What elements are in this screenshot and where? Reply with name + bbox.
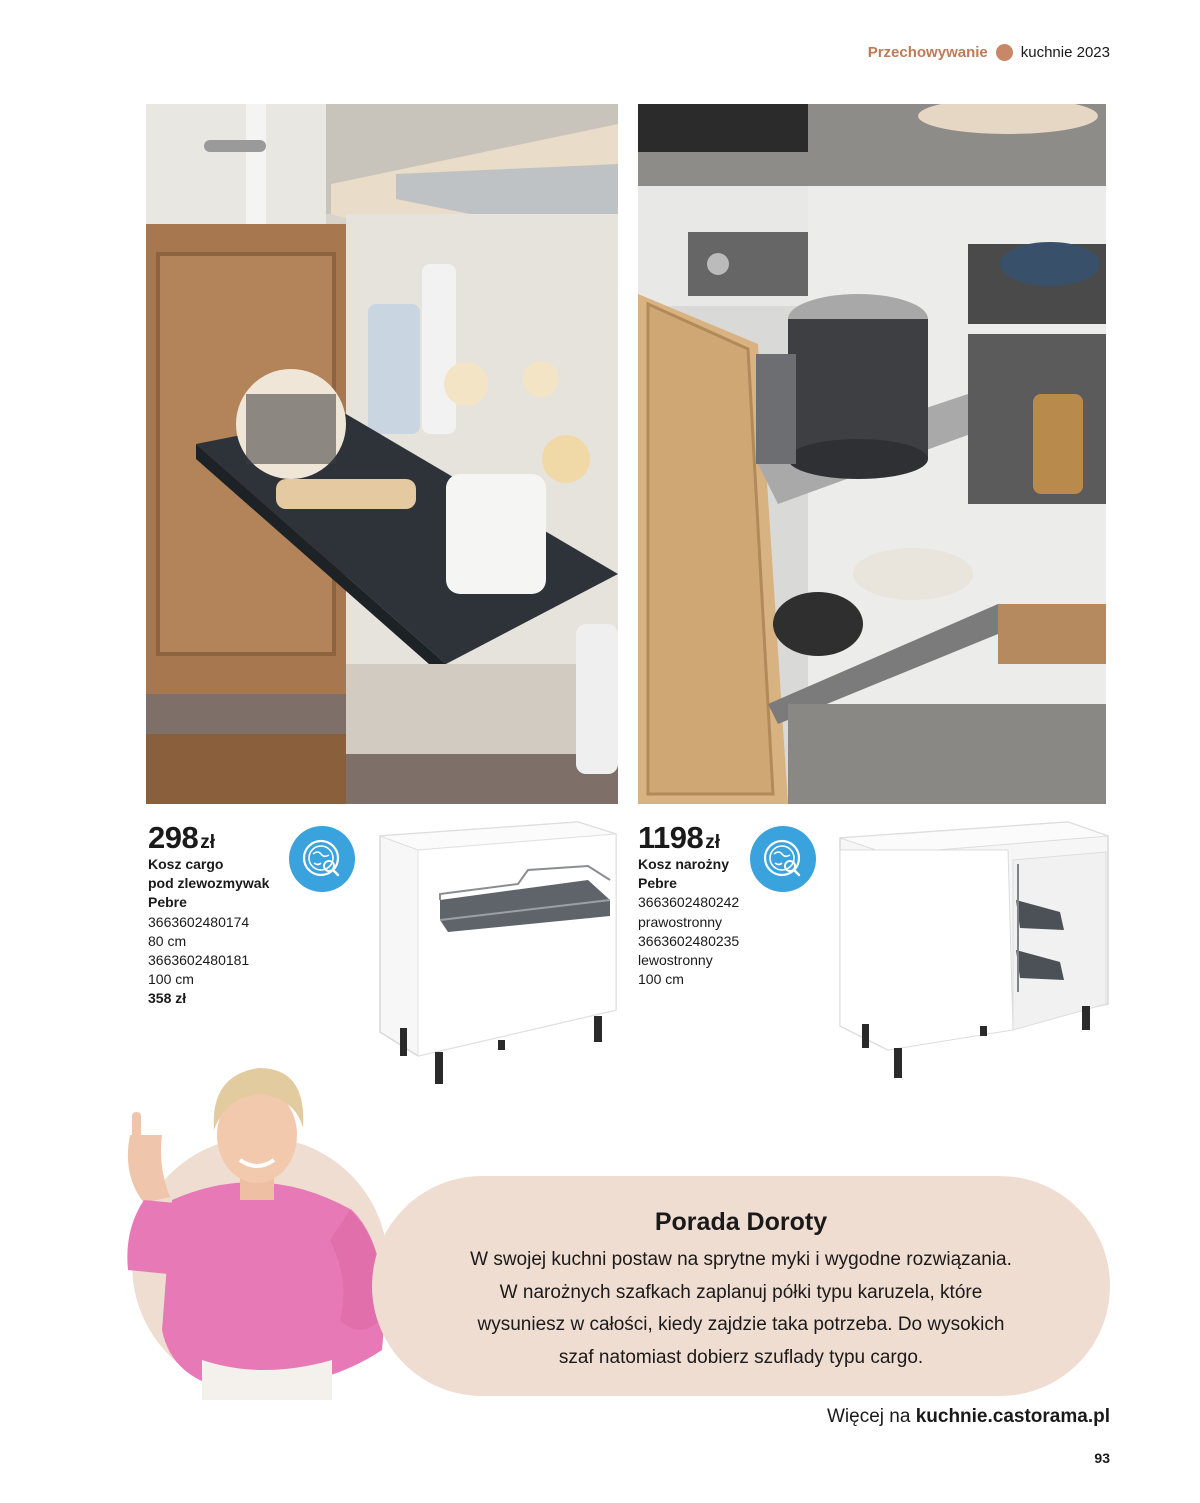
page-header [868, 44, 1110, 61]
product-name-line: Pebre [638, 875, 677, 892]
globe-magnifier-icon [289, 826, 355, 892]
product-size: 80 cm [148, 932, 187, 949]
sink-cabinet-photo [146, 104, 618, 804]
product-1-info [148, 855, 269, 1009]
product-alt-price: 358 zł [148, 990, 187, 1007]
advisor-photo [112, 1060, 412, 1400]
more-prefix: Więcej na [827, 1406, 911, 1427]
product-name-line: Pebre [148, 894, 187, 911]
tip-title: Porada Doroty [654, 1208, 828, 1236]
tip-line: szaf natomiast dobierz szuflady typu cargo. [558, 1346, 924, 1368]
product-ean: 3663602480174 [148, 913, 250, 930]
product-size: 100 cm [148, 971, 194, 988]
page-number: 93 [1094, 1450, 1110, 1466]
price-currency: zł [705, 832, 721, 853]
product-2-price [638, 822, 720, 853]
product-ean: 3663602480235 [638, 932, 740, 949]
price-value: 298 [148, 820, 199, 855]
globe-magnifier-icon [750, 826, 816, 892]
tip-text [410, 1244, 1072, 1374]
product-size: 100 cm [638, 971, 684, 988]
tip-line: wysuniesz w całości, kiedy zajdzie taka potrzeba. Do wysokich [477, 1314, 1005, 1335]
product-variant: lewostronny [638, 952, 713, 969]
product-1-price [148, 822, 215, 853]
corner-cabinet-image [838, 820, 1110, 1082]
corner-cabinet-photo [638, 104, 1106, 804]
product-ean: 3663602480181 [148, 952, 250, 969]
product-name-line: Kosz cargo [148, 856, 224, 872]
more-info-line [827, 1406, 1110, 1428]
price-value: 1198 [638, 820, 704, 855]
tip-line: W narożnych szafkach zaplanuj półki typu karuzela, które [499, 1281, 983, 1303]
cargo-cabinet-image [378, 820, 618, 1090]
tip-line: W swojej kuchni postaw na sprytne myki i wygodne rozwiązania. [470, 1249, 1012, 1270]
price-currency: zł [200, 832, 216, 853]
product-name-line: pod zlewozmywak [148, 875, 270, 892]
header-dot [996, 44, 1013, 61]
catalog-label: kuchnie 2023 [1020, 44, 1110, 61]
product-variant: prawostronny [638, 913, 723, 930]
product-ean: 3663602480242 [638, 894, 740, 911]
section-label: Przechowywanie [867, 44, 988, 61]
website-link[interactable]: kuchnie.castorama.pl [915, 1406, 1110, 1427]
product-2-info [638, 855, 739, 989]
product-name-line: Kosz narożny [638, 856, 730, 872]
